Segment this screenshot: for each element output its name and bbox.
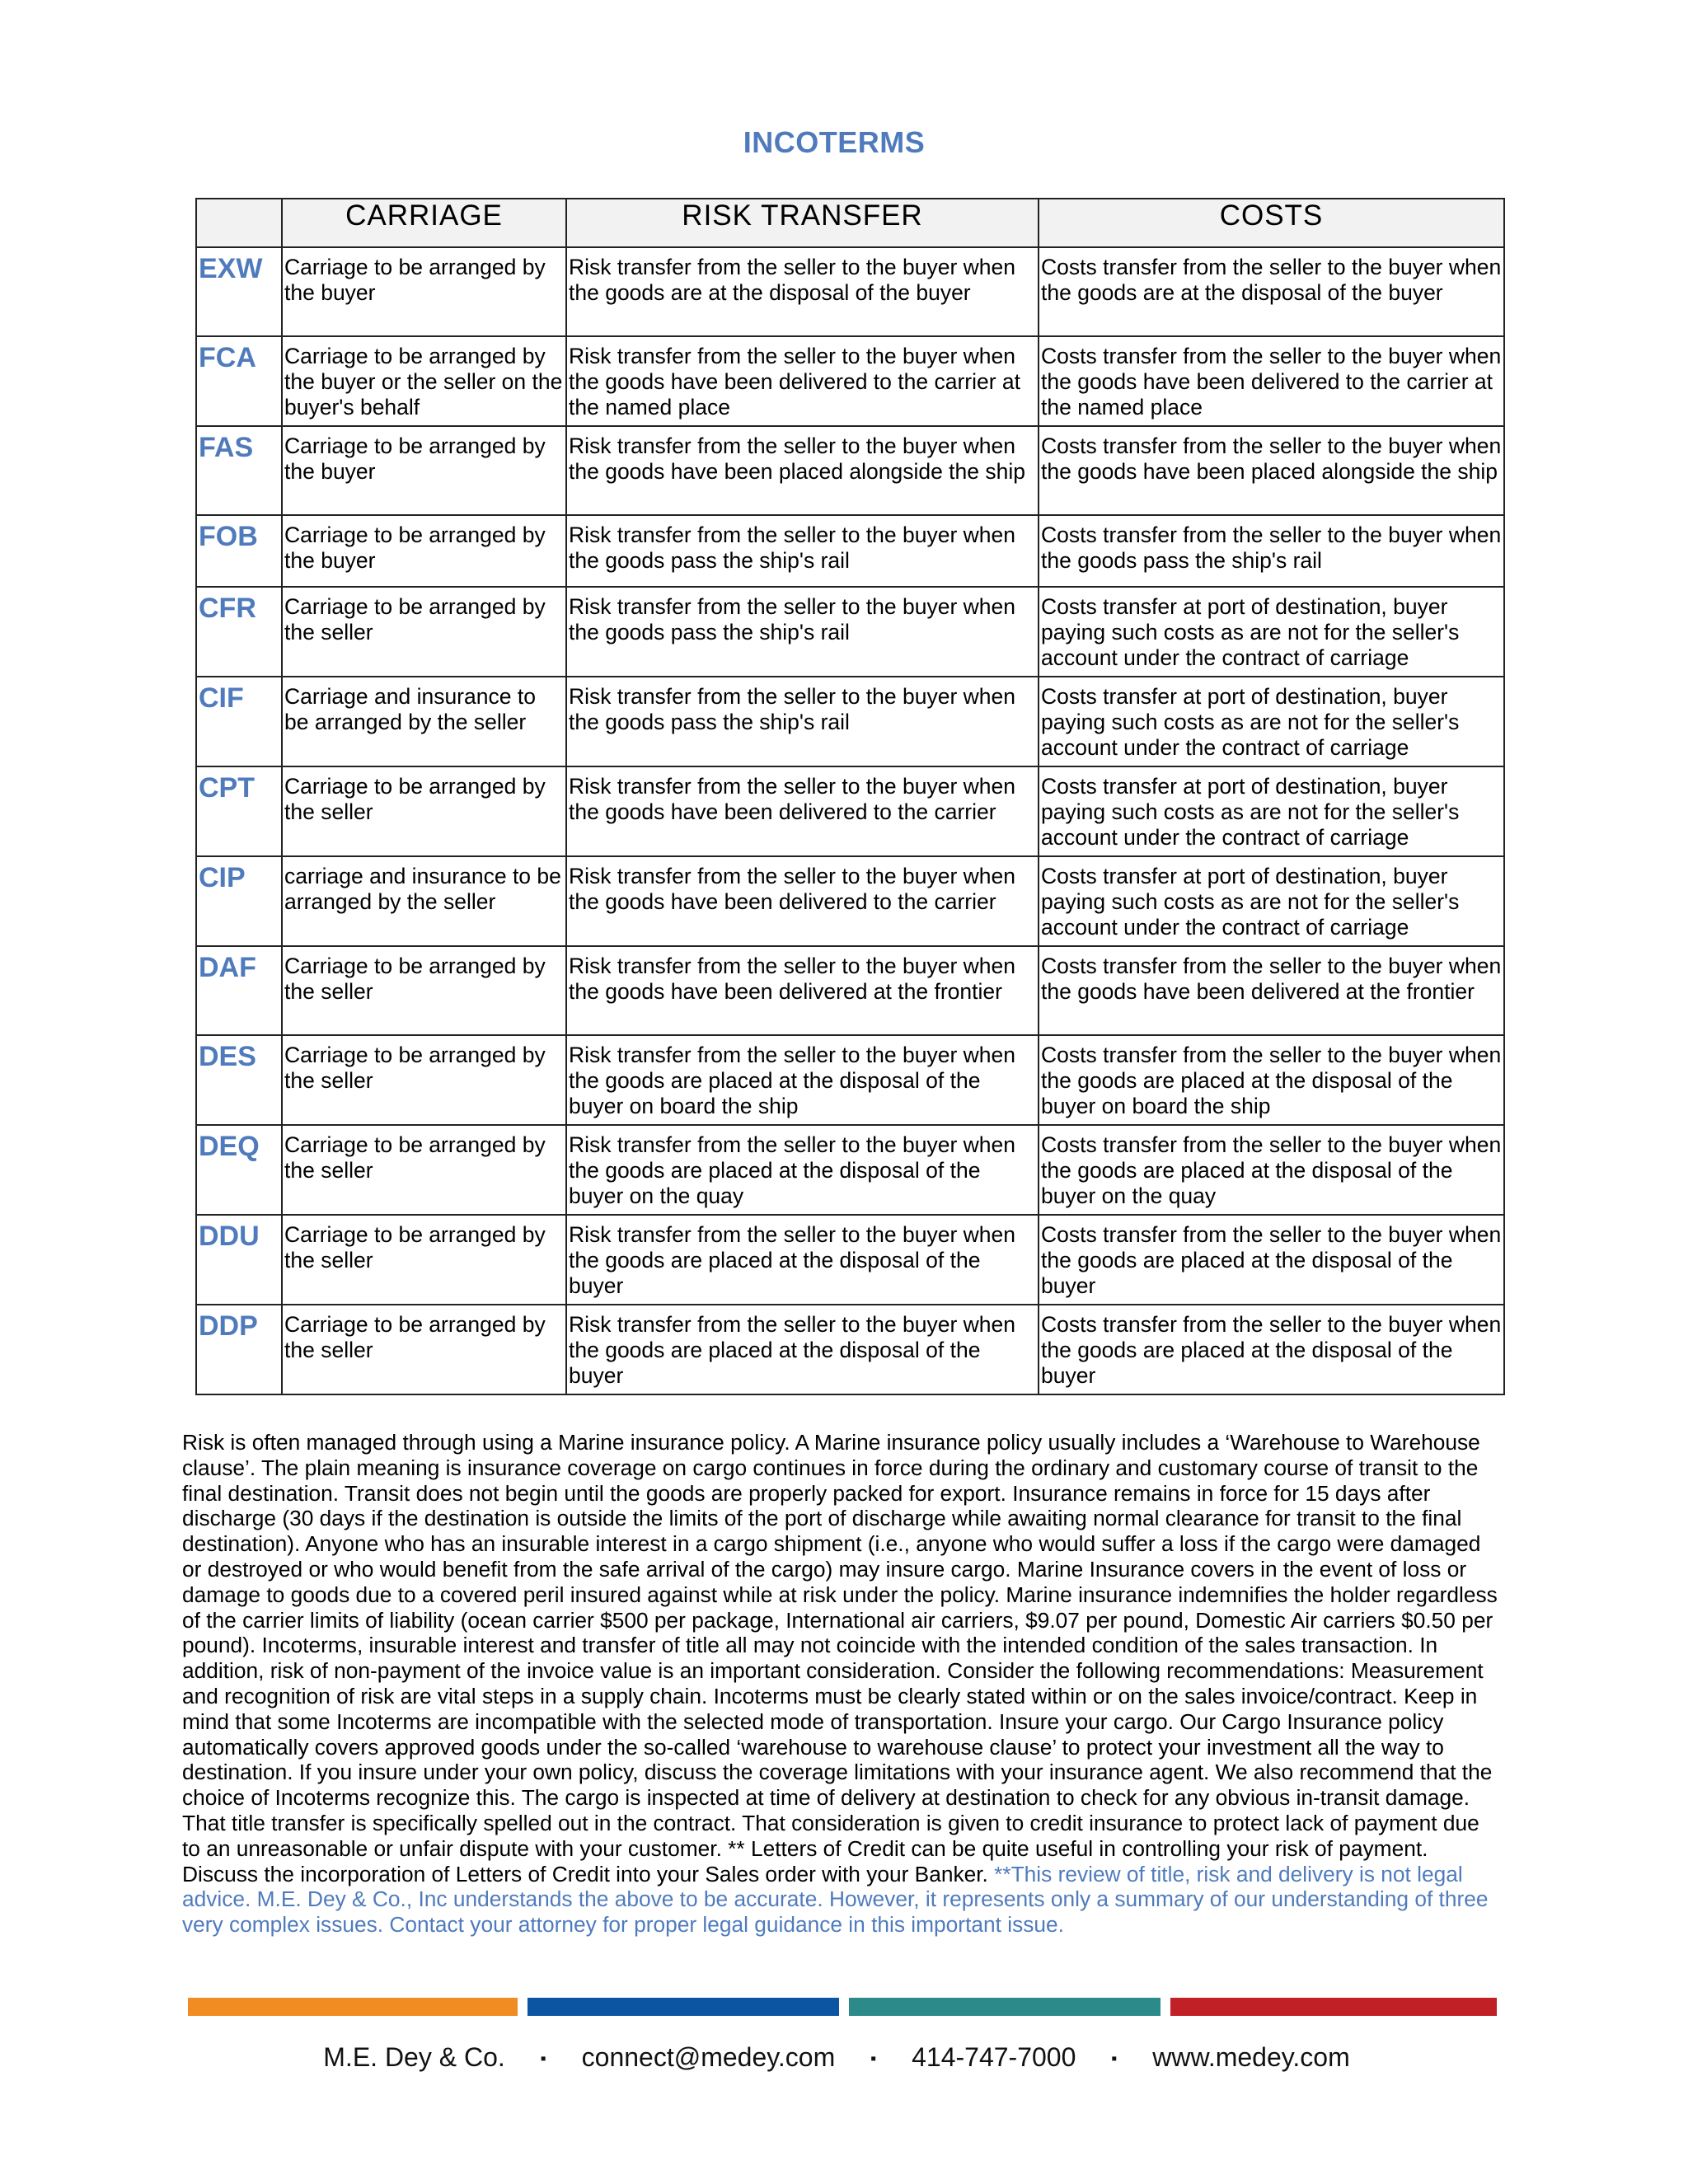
table-row [196, 1035, 1504, 1125]
carriage-cell: carriage and insurance to be arranged by the seller [282, 856, 566, 946]
table-row [196, 1125, 1504, 1215]
risk-transfer-cell: Risk transfer from the seller to the buyer when the goods have been delivered to the carrier [566, 766, 1039, 856]
incoterm-code: DDU [196, 1215, 282, 1305]
carriage-cell: Carriage to be arranged by the seller [282, 1305, 566, 1394]
costs-cell: Costs transfer from the seller to the buyer when the goods are placed at the disposal of the buyer on the quay [1039, 1125, 1504, 1215]
incoterm-code: EXW [196, 247, 282, 336]
incoterm-code: CFR [196, 587, 282, 677]
table-row [196, 426, 1504, 515]
table-row [196, 946, 1504, 1035]
insurance-paragraph [182, 1430, 1501, 1938]
paragraph-text: Risk is often managed through using a Marine insurance policy. A Marine insurance policy usually includes a ‘Warehouse to Warehouse clause’. The plain meaning is insurance coverage on cargo continues in force during the ordinary and customary course of transit to the final destination. Transit does not begin until the goods are properly packed for export. Insurance remains in force for 15 days after discharge (30 days if the destination is outside the limits of the port of discharge while awaiting normal clearance for transit to the final destination). Anyone who has an insurable interest in a cargo shipment (i.e., anyone who would suffer a loss if the cargo were damaged or destroyed or who would benefit from the safe arrival of the cargo) may insure cargo. Marine Insurance covers in the event of loss or damage to goods due to a covered peril insured against while at risk under the policy. Marine insurance indemnifies the holder regardless of the carrier limits of liability (ocean carrier $500 per package, International air carriers, $9.07 per pound, Domestic Air carriers $0.50 per pound). Incoterms, insurable interest and transfer of title all may not coincide with the intended condition of the sales transaction. In addition, risk of non-payment of the invoice value is an important consideration. Consider the following recommendations: Measurement and recognition of risk are vital steps in a supply chain. Incoterms must be clearly stated within or on the sales invoice/contract. Keep in mind that some Incoterms are incompatible with the selected mode of transportation. Insure your cargo. Our Cargo Insurance policy automatically covers approved goods under the so-called ‘warehouse to warehouse clause’ to protect your investment all the way to destination. If you insure under your own policy, discuss the coverage limitations with your insurance agent. We also recommend that the choice of Incoterms recognize this. The cargo is inspected at time of delivery at destination to check for any obvious in-transit damage. That title transfer is specifically spelled out in the contract. That consideration is given to credit insurance to protect lack of payment due to an unreasonable or unfair dispute with your customer. ** Letters of Credit can be quite useful in controlling your risk of payment. Discuss the incorporation of Letters of Credit into your Sales order with your Banker. [182, 1430, 1498, 1886]
incoterm-code: DDP [196, 1305, 282, 1394]
table-row [196, 247, 1504, 336]
incoterm-code: CIF [196, 677, 282, 766]
incoterm-code: FCA [196, 336, 282, 426]
red-bar [1170, 1998, 1497, 2016]
costs-cell: Costs transfer from the seller to the buyer when the goods pass the ship's rail [1039, 515, 1504, 587]
table-row [196, 677, 1504, 766]
carriage-cell: Carriage to be arranged by the buyer or the seller on the buyer's behalf [282, 336, 566, 426]
carriage-cell: Carriage to be arranged by the seller [282, 1215, 566, 1305]
costs-cell: Costs transfer at port of destination, buyer paying such costs as are not for the seller's account under the contract of carriage [1039, 856, 1504, 946]
risk-transfer-cell: Risk transfer from the seller to the buyer when the goods are placed at the disposal of the buyer on the quay [566, 1125, 1039, 1215]
table-header-row [196, 199, 1504, 247]
costs-cell: Costs transfer from the seller to the buyer when the goods are placed at the disposal of the buyer [1039, 1305, 1504, 1394]
risk-transfer-cell: Risk transfer from the seller to the buyer when the goods pass the ship's rail [566, 515, 1039, 587]
page-title: INCOTERMS [743, 125, 926, 159]
header-risk-transfer: RISK TRANSFER [566, 199, 1039, 247]
carriage-cell: Carriage to be arranged by the buyer [282, 247, 566, 336]
color-bars [188, 1998, 1497, 2016]
carriage-cell: Carriage to be arranged by the seller [282, 1035, 566, 1125]
costs-cell: Costs transfer at port of destination, buyer paying such costs as are not for the seller's account under the contract of carriage [1039, 587, 1504, 677]
footer-separator: ▪ [1111, 2050, 1118, 2069]
orange-bar [188, 1998, 518, 2016]
risk-transfer-cell: Risk transfer from the seller to the buyer when the goods pass the ship's rail [566, 677, 1039, 766]
risk-transfer-cell: Risk transfer from the seller to the buyer when the goods are placed at the disposal of the buyer on board the ship [566, 1035, 1039, 1125]
table-row [196, 766, 1504, 856]
incoterm-code: CIP [196, 856, 282, 946]
costs-cell: Costs transfer from the seller to the buyer when the goods are at the disposal of the buyer [1039, 247, 1504, 336]
risk-transfer-cell: Risk transfer from the seller to the buyer when the goods are at the disposal of the buyer [566, 247, 1039, 336]
footer-company: M.E. Dey & Co. [323, 2042, 505, 2072]
risk-transfer-cell: Risk transfer from the seller to the buyer when the goods have been delivered to the carrier at the named place [566, 336, 1039, 426]
carriage-cell: Carriage to be arranged by the buyer [282, 515, 566, 587]
table-row [196, 1305, 1504, 1394]
carriage-cell: Carriage to be arranged by the seller [282, 946, 566, 1035]
table-row [196, 515, 1504, 587]
risk-transfer-cell: Risk transfer from the seller to the buyer when the goods have been delivered to the carrier [566, 856, 1039, 946]
carriage-cell: Carriage to be arranged by the buyer [282, 426, 566, 515]
header-costs: COSTS [1039, 199, 1504, 247]
header-blank [196, 199, 282, 247]
costs-cell: Costs transfer from the seller to the buyer when the goods have been delivered to the carrier at the named place [1039, 336, 1504, 426]
costs-cell: Costs transfer from the seller to the buyer when the goods have been placed alongside the ship [1039, 426, 1504, 515]
footer-separator: ▪ [870, 2050, 877, 2069]
costs-cell: Costs transfer from the seller to the buyer when the goods are placed at the disposal of the buyer [1039, 1215, 1504, 1305]
header-carriage: CARRIAGE [282, 199, 566, 247]
carriage-cell: Carriage to be arranged by the seller [282, 1125, 566, 1215]
costs-cell: Costs transfer at port of destination, buyer paying such costs as are not for the seller's account under the contract of carriage [1039, 677, 1504, 766]
incoterm-code: FOB [196, 515, 282, 587]
carriage-cell: Carriage and insurance to be arranged by the seller [282, 677, 566, 766]
incoterms-table [195, 198, 1505, 1395]
risk-transfer-cell: Risk transfer from the seller to the buyer when the goods are placed at the disposal of the buyer [566, 1215, 1039, 1305]
table-row [196, 336, 1504, 426]
legal-disclaimer: **This review of title, risk and delivery is not legal advice. M.E. Dey & Co., Inc understands the above to be accurate. However, it represents only a summary of our understanding of three very complex issues. Contact your attorney for proper legal guidance in this important issue. [182, 1861, 1489, 1938]
risk-transfer-cell: Risk transfer from the seller to the buyer when the goods have been placed alongside the ship [566, 426, 1039, 515]
teal-bar [849, 1998, 1160, 2016]
incoterm-code: DEQ [196, 1125, 282, 1215]
risk-transfer-cell: Risk transfer from the seller to the buyer when the goods pass the ship's rail [566, 587, 1039, 677]
table-row [196, 856, 1504, 946]
blue-bar [528, 1998, 839, 2016]
risk-transfer-cell: Risk transfer from the seller to the buyer when the goods are placed at the disposal of the buyer [566, 1305, 1039, 1394]
incoterm-code: CPT [196, 766, 282, 856]
risk-transfer-cell: Risk transfer from the seller to the buyer when the goods have been delivered at the frontier [566, 946, 1039, 1035]
footer-phone: 414-747-7000 [912, 2042, 1076, 2072]
incoterm-code: DAF [196, 946, 282, 1035]
table-row [196, 1215, 1504, 1305]
table-row [196, 587, 1504, 677]
costs-cell: Costs transfer at port of destination, buyer paying such costs as are not for the seller's account under the contract of carriage [1039, 766, 1504, 856]
costs-cell: Costs transfer from the seller to the buyer when the goods have been delivered at the frontier [1039, 946, 1504, 1035]
footer-email-link[interactable]: connect@medey.com [581, 2042, 836, 2072]
footer-separator: ▪ [540, 2050, 546, 2069]
incoterm-code: FAS [196, 426, 282, 515]
carriage-cell: Carriage to be arranged by the seller [282, 766, 566, 856]
footer-website-link[interactable]: www.medey.com [1152, 2042, 1350, 2072]
footer [0, 2042, 1673, 2073]
costs-cell: Costs transfer from the seller to the buyer when the goods are placed at the disposal of the buyer on board the ship [1039, 1035, 1504, 1125]
incoterm-code: DES [196, 1035, 282, 1125]
carriage-cell: Carriage to be arranged by the seller [282, 587, 566, 677]
